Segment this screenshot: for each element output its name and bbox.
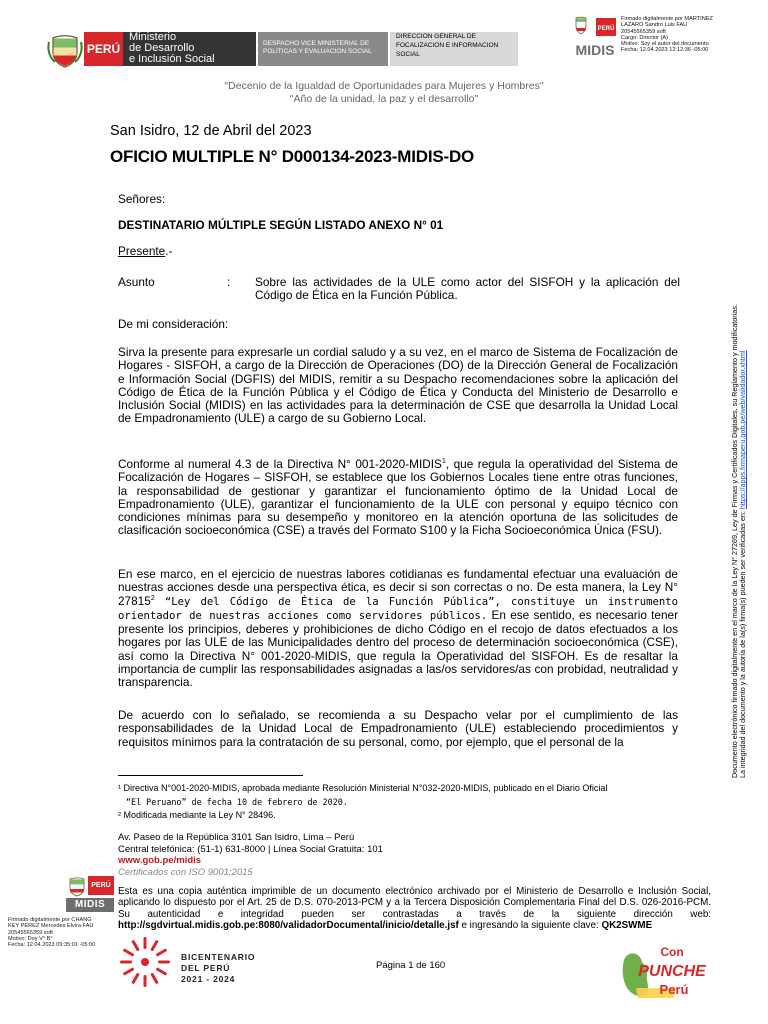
authenticity-notice	[118, 886, 711, 931]
peru-small-label: PERÚ	[88, 876, 114, 895]
asunto-text: Sobre las actividades de la ULE como actor del SISFOH y la aplicación del Código de Ética en la Función Pública.	[255, 275, 680, 303]
document-date: San Isidro, 12 de Abril del 2023	[110, 123, 312, 139]
conpunche-peru: Perú	[659, 982, 689, 997]
paragraph-2-a: Conforme al numeral 4.3 de la Directiva N° 001-2020-MIDIS	[118, 457, 442, 471]
despacho-box: DESPACHO VICE MINISTERIAL DE POLITICAS Y EVALUACION SOCIAL	[258, 32, 388, 66]
presente-line	[118, 245, 172, 258]
paragraph-2	[118, 458, 678, 538]
address-line: Av. Paseo de la República 3101 San Isidro, Lima – Perú	[118, 832, 355, 843]
bicent-line: DEL PERÚ	[181, 963, 231, 973]
direccion-box: DIRECCION GENERAL DE FOCALIZACION E INFORMACION SOCIAL	[390, 32, 518, 66]
conpunche-punche: PUNCHE	[638, 963, 706, 980]
digital-signature-bottom	[8, 917, 118, 948]
paragraph-3-a: En ese marco, en el ejercicio de nuestras labores cotidianas es fundamental efectuar una evaluación de nuestras acciones desde una perspectiva ética, es decir si son correctas o no. De esta manera, la Ley N° 27815	[118, 567, 678, 608]
digital-signature-top	[621, 16, 761, 54]
page-number: Página 1 de 160	[376, 960, 446, 971]
presente-word: Presente	[118, 244, 166, 258]
anio-quote: "Año de la unidad, la paz y el desarrollo"	[289, 93, 479, 105]
peru-shield-icon	[46, 32, 84, 70]
conpunche-con: Con	[660, 945, 684, 959]
authenticity-text: Esta es una copia auténtica imprimible de un documento electrónico archivado por el Ministerio de Desarrollo e Inclusión Social, aplicando lo dispuesto por el Art. 25 de D.S. 070-2013-PCM y a la Tercera Disposición Complementaria Final del D.S. 026-2016-PCM. Su autenticidad e integridad pueden ser contrastadas a través de la siguiente dirección web:	[118, 886, 711, 920]
recipient: DESTINATARIO MÚLTIPLE SEGÚN LISTADO ANEXO N° 01	[118, 218, 444, 232]
asunto-label: Asunto	[118, 275, 155, 289]
footnote-ref-1: 1	[441, 458, 446, 466]
footnote-2: ² Modificada mediante la Ley N° 28496.	[118, 810, 276, 820]
ministry-line-3: e Inclusión Social	[129, 53, 215, 65]
paragraph-4: De acuerdo con lo señalado, se recomienda a su Despacho velar por el cumplimiento de las responsabilidades de la Unidad Local de Empadronamiento (ULE) estableciendo procedimientos y requisitos mínimos para la contratación de su personal, como, por ejemplo, que el personal de la	[118, 708, 678, 749]
paragraph-3-b: En ese sentido, es necesario tener presente los principios, deberes y prohibiciones de dicho Código en el recojo de datos efectuados a los hogares por las ULE de las Municipalidades dentro del proceso de determinación socioeconómica (CSE), así como la Directiva N° 001-2020-MIDIS, que regula la Operatividad del SISFOH. Es de resaltar la importancia de cumplir las responsabilidades asignadas a las/os servidores/as con probidad, neutralidad y transparencia.	[118, 607, 679, 690]
sig-top-peru-text: PERÚ	[597, 26, 615, 32]
vertical-line-2	[739, 238, 747, 778]
con-punche-peru-logo	[618, 940, 718, 1000]
phone-line: Central telefónica: (51-1) 631-8000 | Línea Social Gratuita: 101	[118, 843, 383, 855]
bicent-line: BICENTENARIO	[181, 952, 256, 962]
midis-signature-logo	[572, 16, 618, 62]
footnote-1-cont: “El Peruano” de fecha 10 de febrero de 2020.	[126, 797, 348, 807]
midis-small-label: MIDIS	[66, 898, 114, 912]
footnote-1: ¹ Directiva N°001-2020-MIDIS, aprobada mediante Resolución Ministerial N°032-2020-MIDIS, publicado en el Diario Oficial	[118, 783, 608, 793]
sig-top-line: Cargo: Director (A)	[621, 34, 668, 41]
authenticity-text-2: e ingresando la siguiente clave:	[458, 919, 602, 931]
document-title: OFICIO MULTIPLE N° D000134-2023-MIDIS-DO	[110, 147, 475, 166]
address-block	[118, 832, 383, 878]
decenio-quote: "Decenio de la Igualdad de Oportunidades para Mujeres y Hombres"	[224, 80, 544, 92]
sig-top-line: Fecha: 12.04.2023 12:12:36 -05:00	[621, 47, 709, 54]
bicentenario-logo-icon	[116, 933, 174, 991]
sig-bottom-line: Fecha: 12.04.2023 09:35:01 -05:00	[8, 942, 96, 949]
vertical-text	[731, 238, 747, 778]
consideracion: De mi consideración:	[118, 317, 229, 331]
sig-top-midis-text: MIDIS	[575, 42, 615, 58]
ministry-line-1: Ministerio	[129, 31, 177, 43]
bicent-line: 2021 - 2024	[181, 974, 236, 984]
peru-shield-small-icon	[66, 876, 88, 898]
paragraph-1: Sirva la presente para expresarle un cordial saludo y a su vez, en el marco de Sistema de Focalización de Hogares - SISFOH, a cargo de la Dirección de Operaciones (DO) de la Dirección General de Focalización e Información Social (DGFIS) del MIDIS, remitir a su Despacho recomendaciones sobre la aplicación del Código de Ética de la Función Pública y el Código de Ética y Conducta del Ministerio de Desarrollo e Inclusión Social (MIDIS) en las actividades para la determinación de CSE que desarrolla la Unidad Local de Empadronamiento (ULE) a cargo de su Gobierno Local.	[118, 345, 678, 426]
ministry-line-2: de Desarrollo	[129, 42, 195, 54]
validator-link[interactable]: https://apps.firmaperu.gob.pe/web/validador.xhtml	[738, 350, 747, 510]
paragraph-3-quote: “Ley del Código de Ética de la Función Pública”, constituye un instrumento orientador de nuestras acciones como servidores públicos.	[118, 595, 678, 622]
footnote-divider	[118, 775, 303, 776]
sig-bottom-line: 20545565359 soft	[8, 929, 53, 936]
validation-url[interactable]: http://sgdvirtual.midis.gob.pe:8080/validadorDocumental/inicio/detalle.jsf	[118, 919, 459, 931]
iso-certification: Certificados con ISO 9001:2015	[118, 866, 253, 878]
vertical-line-2-text: La integridad del documento y la autoría de la(s) firma(s) pueden ser verificadas en:	[738, 509, 747, 778]
salutation: Señores:	[118, 192, 166, 206]
sig-top-line: Firmado digitalmente por MARTINEZ	[621, 16, 713, 22]
peru-logo-label: PERÚ	[84, 32, 123, 66]
paragraph-2-b: , que regula la operatividad del Sistema de Focalización de Hogares – SISFOH, se establece que los Gobiernos Locales tiene entre otras funciones, la responsabilidad de gestionar y garantizar el funcionamiento óptimo de la Unidad Local de Empadronamiento (ULE), garantizar el funcionamiento de la ULE con personal y equipo técnico con condiciones mínimas para su desempeño y monitoreo en la atención oportuna de las solicitudes de clasificación socioeconómica (CSE) a través del Formato S100 y la Ficha Socioeconómica Única (FSU).	[118, 457, 678, 538]
validation-key: QK2SWME	[601, 919, 653, 931]
paragraph-3	[118, 568, 678, 690]
ministry-name-box	[123, 32, 256, 66]
bicentenario-text	[181, 952, 255, 985]
presente-suffix: .-	[165, 244, 173, 258]
sig-bottom-line: Motivo: Doy V° B°	[8, 935, 53, 942]
vertical-signature-note	[731, 238, 747, 778]
vertical-line-1: Documento electrónico firmado digitalmente en el marco de la Ley N° 27269, Ley de Firmas y Certificados Digitales, su Reglamento y modificatorias.	[730, 304, 739, 778]
sig-bottom-line: Firmado digitalmente por CHANG	[8, 917, 92, 923]
sig-top-line: Motivo: Soy el autor del documento	[621, 41, 709, 48]
sig-bottom-line: KEY PEREZ Mercedes Elvira FAU	[8, 923, 94, 930]
sig-top-line: LAZARO Sandro Luis FAU	[621, 22, 688, 29]
asunto-colon: :	[227, 275, 231, 289]
website-link[interactable]: www.gob.pe/midis	[118, 855, 202, 866]
footnote-ref-2: 2	[150, 594, 155, 602]
sig-top-line: 20545565359 soft	[621, 28, 666, 35]
